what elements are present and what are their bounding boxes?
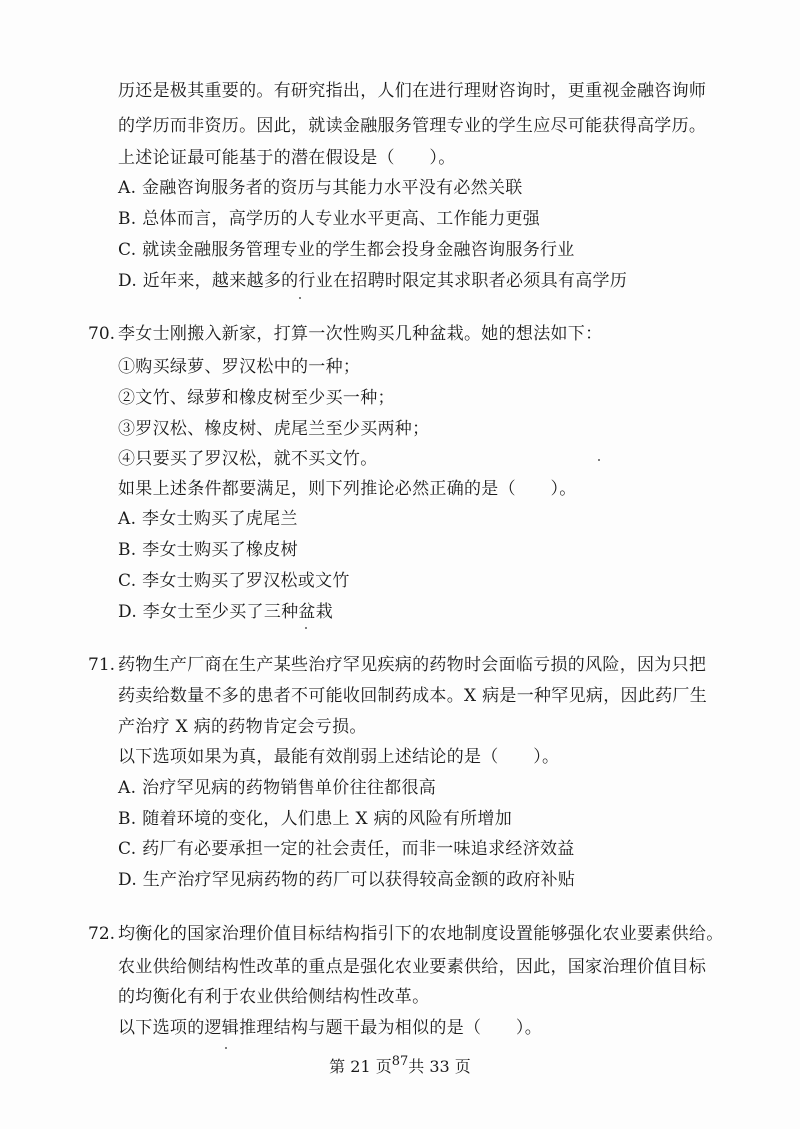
q71-option-a: A. 治疗罕见病的药物销售单价往往都很高 bbox=[118, 778, 437, 798]
scan-speckle bbox=[299, 297, 301, 299]
q70-condition-2: ②文竹、绿萝和橡皮树至少买一种； bbox=[118, 388, 395, 408]
q70-condition-1: ①购买绿萝、罗汉松中的一种； bbox=[118, 357, 361, 377]
q71-option-c: C. 药厂有必要承担一定的社会责任，而非一味追求经济效益 bbox=[118, 839, 575, 859]
q72-line-1: 均衡化的国家治理价值目标结构指引下的农地制度设置能够强化农业要素供给。 bbox=[118, 924, 724, 944]
footer-page-label: 第 21 页 bbox=[329, 1057, 392, 1076]
q70-line-1: 李女士刚搬入新家，打算一次性购买几种盆栽。她的想法如下： bbox=[118, 324, 603, 344]
q72-line-3: 的均衡化有利于农业供给侧结构性改革。 bbox=[118, 987, 430, 1007]
q70-condition-4: ④只要买了罗汉松，就不买文竹。 bbox=[118, 449, 378, 469]
q70-option-a: A. 李女士购买了虎尾兰 bbox=[118, 509, 298, 529]
q71-option-d: D. 生产治疗罕见病药物的药厂可以获得较高金额的政府补贴 bbox=[118, 870, 576, 890]
scan-speckle bbox=[305, 627, 307, 629]
intro-stem: 上述论证最可能基于的潜在假设是（ ）。 bbox=[118, 148, 456, 168]
intro-line-2: 的学历而非资历。因此，就读金融服务管理专业的学生应尽可能获得高学历。 bbox=[118, 116, 707, 136]
intro-option-b: B. 总体而言，高学历的人专业水平更高、工作能力更强 bbox=[118, 209, 541, 229]
q70-stem: 如果上述条件都要满足，则下列推论必然正确的是（ ）。 bbox=[118, 479, 577, 499]
q70-option-c: C. 李女士购买了罗汉松或文竹 bbox=[118, 571, 350, 591]
q71-line-1: 药物生产厂商在生产某些治疗罕见疾病的药物时会面临亏损的风险，因为只把 bbox=[118, 655, 707, 675]
q70-option-d: D. 李女士至少买了三种盆栽 bbox=[118, 602, 334, 622]
q71-option-b: B. 随着环境的变化，人们患上 X 病的风险有所增加 bbox=[118, 809, 513, 829]
intro-option-d: D. 近年来，越来越多的行业在招聘时限定其求职者必须具有高学历 bbox=[118, 271, 628, 291]
scan-speckle bbox=[598, 459, 600, 461]
q71-line-3: 产治疗 X 病的药物肯定会亏损。 bbox=[118, 717, 367, 737]
q70-option-b: B. 李女士购买了橡皮树 bbox=[118, 540, 298, 560]
scan-speckle bbox=[225, 1047, 227, 1049]
intro-line-1: 历还是极其重要的。有研究指出，人们在进行理财咨询时，更重视金融咨询师 bbox=[118, 81, 707, 101]
q71-stem: 以下选项如果为真，最能有效削弱上述结论的是（ ）。 bbox=[118, 747, 560, 767]
q71-number: 71. bbox=[88, 655, 116, 675]
intro-option-a: A. 金融咨询服务者的资历与其能力水平没有必然关联 bbox=[118, 178, 523, 198]
q72-stem: 以下选项的逻辑推理结构与题干最为相似的是（ ）。 bbox=[118, 1018, 542, 1038]
footer-total-label: 共 33 页 bbox=[408, 1057, 471, 1076]
q71-line-2: 药卖给数量不多的患者不可能收回制药成本。X 病是一种罕见病，因此药厂生 bbox=[118, 686, 708, 706]
intro-option-c: C. 就读金融服务管理专业的学生都会投身金融咨询服务行业 bbox=[118, 240, 575, 260]
q72-line-2: 农业供给侧结构性改革的重点是强化农业要素供给，因此，国家治理价值目标 bbox=[118, 957, 707, 977]
q70-condition-3: ③罗汉松、橡皮树、虎尾兰至少买两种； bbox=[118, 419, 430, 439]
footer-page-superscript: 87 bbox=[391, 1054, 409, 1069]
page-footer bbox=[0, 1056, 800, 1080]
q70-number: 70. bbox=[88, 324, 116, 344]
q72-number: 72. bbox=[88, 924, 116, 944]
